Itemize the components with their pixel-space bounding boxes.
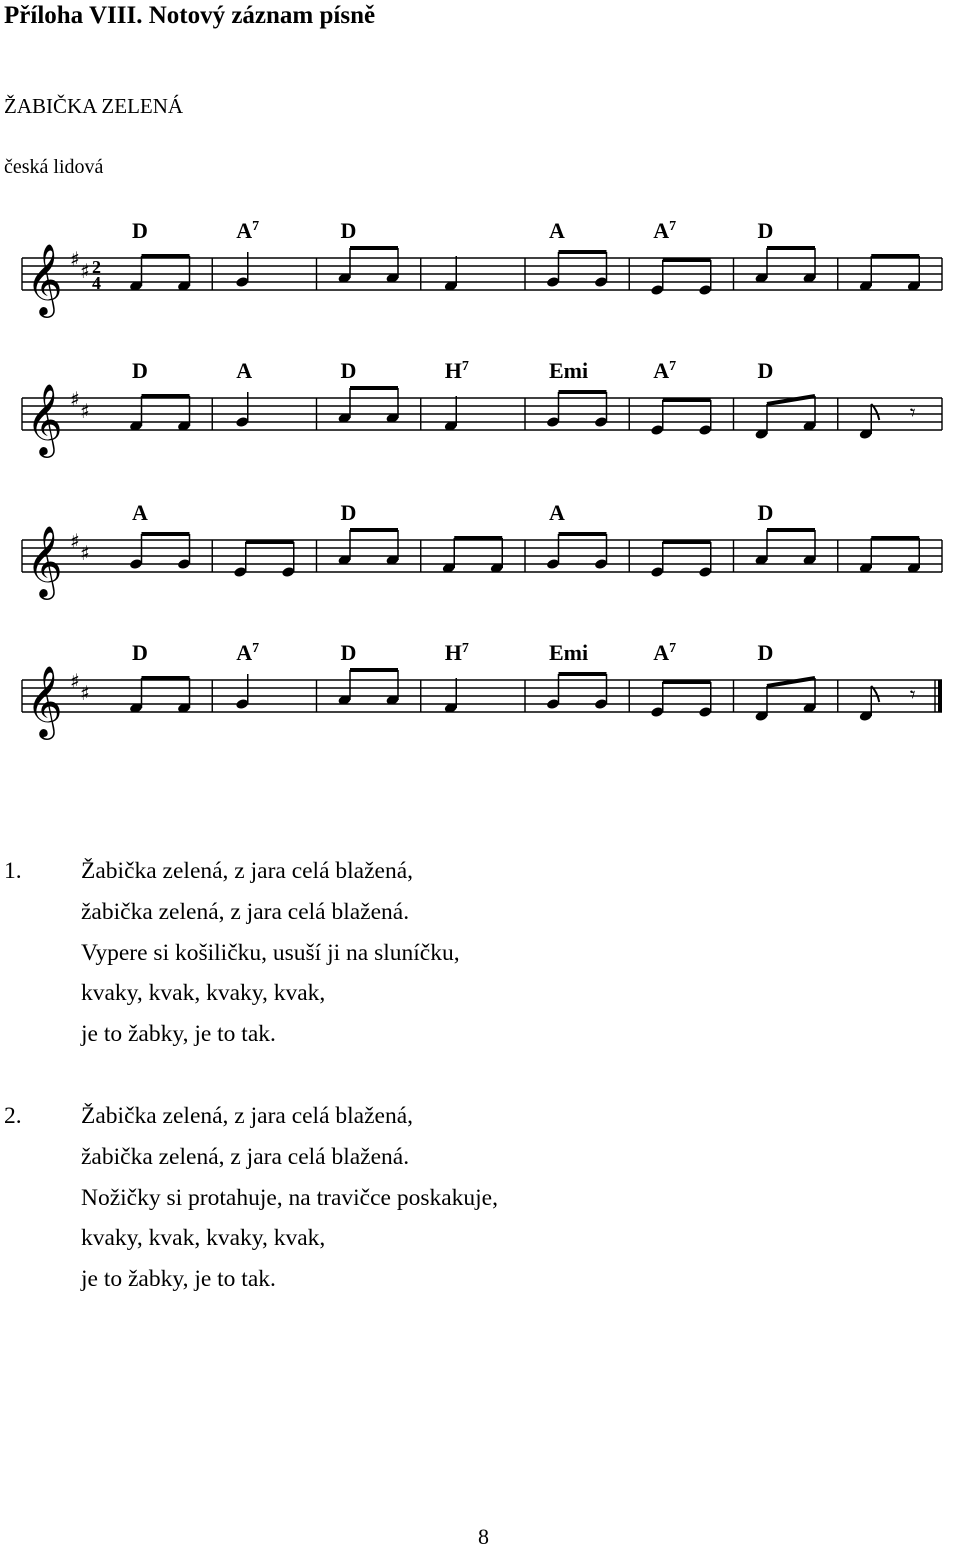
chord-symbol: $A^7$ xyxy=(236,640,260,665)
chord-symbol: D xyxy=(132,640,148,665)
verse-line: kvaky, kvak, kvaky, kvak, xyxy=(81,1225,326,1252)
chord-symbol: $A^7$ xyxy=(653,218,677,243)
chord-extension: 7 xyxy=(669,641,677,656)
sharp-f-icon: ♯ xyxy=(70,247,80,271)
chord-symbol: Emi xyxy=(549,358,589,383)
staff-system xyxy=(22,358,942,458)
chord-symbol: D xyxy=(132,358,148,383)
chord-symbol: D xyxy=(340,500,357,525)
verse-number: 2. xyxy=(4,1103,22,1129)
chord-symbol: D xyxy=(757,500,774,525)
chord-extension: 7 xyxy=(461,359,469,374)
chord-symbol: D xyxy=(132,218,148,243)
chord-symbol: A xyxy=(236,358,253,383)
chord-symbol: A xyxy=(549,500,565,525)
chord-extension: 7 xyxy=(252,219,260,234)
chord-symbol: A xyxy=(132,500,148,525)
eighth-rest-icon: 𝄾 xyxy=(909,683,916,708)
chord-symbol: A xyxy=(549,218,565,243)
chord-symbol: Emi xyxy=(549,640,589,665)
verse-line: Žabička zelená, z jara celá blažená, xyxy=(81,858,414,884)
staff-system xyxy=(22,640,942,740)
chord-symbol: D xyxy=(757,218,774,243)
treble-clef-icon: 𝄞 xyxy=(26,664,63,737)
chord-symbol: $A^7$ xyxy=(653,358,677,383)
chord-symbol: $H^7$ xyxy=(444,358,469,383)
song-origin: česká lidová xyxy=(4,156,104,178)
chord-symbol: D xyxy=(340,358,357,383)
verse-line: je to žabky, je to tak. xyxy=(81,1021,276,1048)
verse-line: Vypere si košiličku, usuší ji na sluníčku, xyxy=(81,939,460,966)
eighth-rest-icon: 𝄾 xyxy=(909,401,916,426)
music-score xyxy=(0,200,960,760)
time-signature-bottom: 4 xyxy=(92,273,101,293)
song-title: ŽABIČKA ZELENÁ xyxy=(4,94,184,118)
chord-symbol: $H^7$ xyxy=(444,640,469,665)
verse-line: žabička zelená, z jara celá blažená. xyxy=(81,1143,410,1170)
chord-symbol: $A^7$ xyxy=(653,640,677,665)
sharp-f-icon: ♯ xyxy=(70,669,80,693)
staff-system xyxy=(22,218,942,318)
note-beam xyxy=(767,396,815,404)
treble-clef-icon: 𝄞 xyxy=(26,242,63,315)
chord-extension: 7 xyxy=(669,359,677,374)
chord-symbol: D xyxy=(340,640,357,665)
chord-symbol: $A^7$ xyxy=(236,218,260,243)
chord-symbol: D xyxy=(340,218,357,243)
verse-line: Nožičky si protahuje, na travičce poskakuje, xyxy=(81,1184,498,1211)
verse-line: kvaky, kvak, kvaky, kvak, xyxy=(81,980,326,1007)
chord-symbol: D xyxy=(757,358,774,383)
sharp-c-icon: ♯ xyxy=(80,541,90,565)
chord-symbol: D xyxy=(757,640,774,665)
page-number: 8 xyxy=(478,1524,489,1549)
note-beam xyxy=(767,678,815,686)
chord-extension: 7 xyxy=(669,219,677,234)
sharp-c-icon: ♯ xyxy=(80,399,90,423)
time-signature-top: 2 xyxy=(92,257,101,277)
staff-system xyxy=(22,500,942,600)
page-heading: Příloha VIII. Notový záznam písně xyxy=(4,2,376,29)
chord-extension: 7 xyxy=(252,641,260,656)
verse-line: Žabička zelená, z jara celá blažená, xyxy=(81,1103,414,1129)
sharp-c-icon: ♯ xyxy=(80,259,90,283)
verse-number: 1. xyxy=(4,858,22,884)
verse-line: je to žabky, je to tak. xyxy=(81,1266,276,1293)
sharp-f-icon: ♯ xyxy=(70,529,80,553)
verse-line: žabička zelená, z jara celá blažená. xyxy=(81,898,410,925)
sharp-f-icon: ♯ xyxy=(70,387,80,411)
treble-clef-icon: 𝄞 xyxy=(26,382,63,455)
chord-extension: 7 xyxy=(461,641,469,656)
treble-clef-icon: 𝄞 xyxy=(26,524,63,597)
sharp-c-icon: ♯ xyxy=(80,681,90,705)
